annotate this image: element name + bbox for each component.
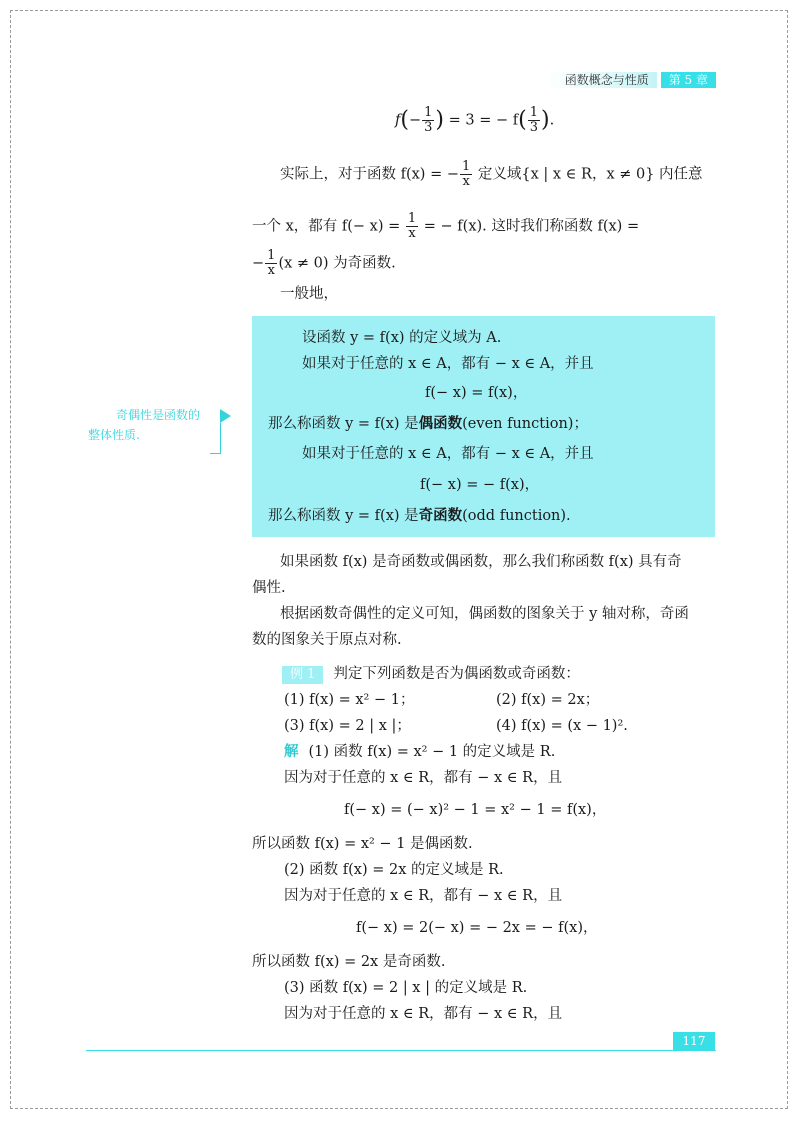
def-line1: 设函数 y = f(x) 的定义域为 A. — [302, 330, 502, 346]
para1-line2: 一个 x，都有 f(− x) = $\frac{1}{x}$ = − f(x). 这时我们称函数 f(x) = — [252, 211, 640, 241]
chapter-number: 第 5 章 — [661, 72, 716, 88]
footer-rule — [86, 1050, 716, 1051]
def-line4: 那么称函数 y = f(x) 是偶函数(even function)； — [268, 415, 588, 432]
side-note-arrow-icon — [220, 409, 231, 423]
solution-line6: 因为对于任意的 x ∈ R，都有 − x ∈ R，且 — [284, 888, 563, 904]
solution-line2: 因为对于任意的 x ∈ R，都有 − x ∈ R，且 — [284, 770, 563, 786]
para2-line2: 偶性. — [252, 580, 286, 596]
def-line2: 如果对于任意的 x ∈ A，都有 − x ∈ A，并且 — [302, 356, 594, 372]
example-tag: 例 1 — [282, 666, 323, 684]
chapter-header — [547, 72, 716, 88]
question-2: (2) f(x) = 2x； — [496, 692, 600, 708]
solution-line7: f(− x) = 2(− x) = − 2x = − f(x)， — [356, 920, 598, 936]
def-line6: f(− x) = − f(x)， — [420, 477, 540, 493]
solution-line5: (2) 函数 f(x) = 2x 的定义域是 R. — [284, 862, 504, 878]
question-4: (4) f(x) = (x − 1)². — [496, 718, 628, 734]
para1-line1: 实际上，对于函数 f(x) = − $\frac{1}{x}$ 定义域{x | x ∈ R，x ≠ 0} 内任意 — [280, 159, 703, 189]
def-line5: 如果对于任意的 x ∈ A，都有 − x ∈ A，并且 — [302, 446, 594, 462]
def-line7: 那么称函数 y = f(x) 是奇函数(odd function). — [268, 507, 571, 524]
solution-line9: (3) 函数 f(x) = 2 | x | 的定义域是 R. — [284, 980, 528, 996]
para1-line3: − $\frac{1}{x}$ (x ≠ 0) 为奇函数. — [252, 248, 396, 278]
para3-line1: 根据函数奇偶性的定义可知，偶函数的图象关于 y 轴对称，奇函 — [280, 606, 689, 622]
def-line3: f(− x) = f(x)， — [425, 385, 528, 401]
para3-line2: 数的图象关于原点对称. — [252, 632, 402, 648]
question-1: (1) f(x) = x² − 1； — [284, 692, 415, 708]
solution-line3: f(− x) = (− x)² − 1 = x² − 1 = f(x)， — [344, 802, 607, 818]
solution-line1: 解 (1) 函数 f(x) = x² − 1 的定义域是 R. — [284, 743, 556, 760]
formula-odd-check: f(− $\frac{1}{3}$ ) = 3 = − f( $\frac{1}{3}$ ). — [395, 105, 555, 135]
side-note-bracket — [210, 423, 221, 454]
example-heading: 例 1 判定下列函数是否为偶函数或奇函数： — [282, 664, 580, 684]
side-note: 奇偶性是函数的 整体性质. — [88, 408, 201, 442]
chapter-title: 函数概念与性质 — [547, 72, 657, 88]
solution-line4: 所以函数 f(x) = x² − 1 是偶函数. — [252, 836, 473, 852]
solution-line10: 因为对于任意的 x ∈ R，都有 − x ∈ R，且 — [284, 1006, 563, 1022]
page-number: 117 — [673, 1032, 715, 1050]
generally-text: 一般地， — [280, 286, 338, 302]
solution-label: 解 — [284, 743, 299, 760]
para2-line1: 如果函数 f(x) 是奇函数或偶函数，那么我们称函数 f(x) 具有奇 — [280, 554, 682, 570]
question-3: (3) f(x) = 2 | x |； — [284, 718, 411, 734]
solution-line8: 所以函数 f(x) = 2x 是奇函数. — [252, 954, 446, 970]
